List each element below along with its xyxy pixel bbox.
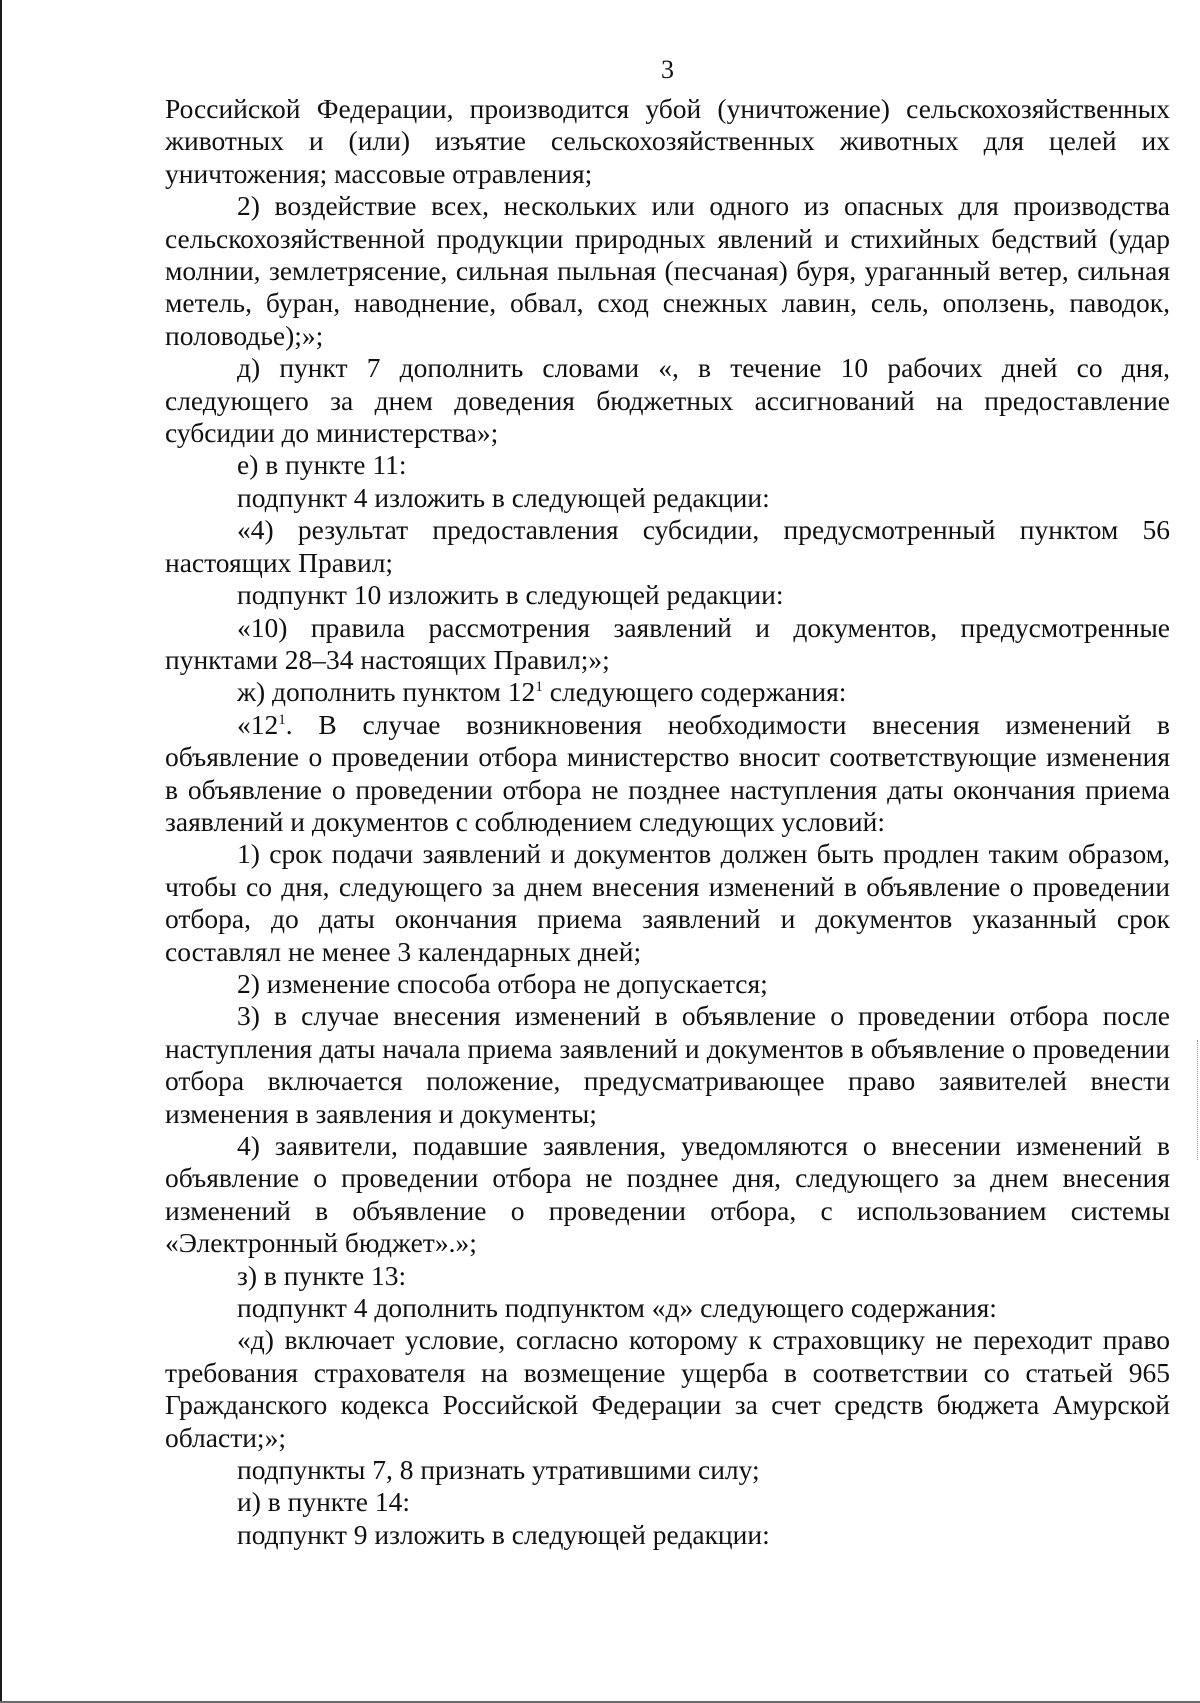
superscript: 1 (278, 711, 286, 728)
paragraph-subitem-4-text: «4) результат предоставления субсидии, предусмотренный пунктом 56 настоящих Правил; (165, 514, 1170, 578)
page-number: 3 (661, 55, 674, 84)
paragraph-subitem-d-text: «д) включает условие, согласно которому к страховщику не переходит право требования страхователя на возмещение ущерба в соответствии со статьей 965 Гражданского кодекса Российской Федерации за счет средств бюджета Амурской области;»; (165, 1324, 1170, 1453)
document-body (165, 93, 1170, 1551)
paragraph-item-e: е) в пункте 11: (237, 449, 407, 481)
paragraph-natural-hazards: 2) воздействие всех, нескольких или одного из опасных для производства сельскохозяйственной продукции природных явлений и стихийных бедствий (удар молнии, землетрясение, сильная пыльная (песчаная) буря, ураганный ветер, сильная метель, буран, наводнение, обвал, сход снежных лавин, сель, оползень, паводок, половодье);»; (165, 190, 1170, 351)
paragraph-condition-4: 4) заявители, подавшие заявления, уведомляются о внесении изменений в объявление о проведении отбора не позднее дня, следующего за днем внесения изменений в объявление о проведении отбора, с использованием системы «Электронный бюджет».»; (165, 1130, 1170, 1259)
paragraph-condition-2: 2) изменение способа отбора не допускается; (237, 967, 768, 999)
paragraph-subitem-4-edit: подпункт 4 изложить в следующей редакции: (237, 481, 770, 513)
paragraph-item-zh (165, 676, 1170, 708)
text-run: следующего содержания: (542, 676, 847, 708)
paragraph-subitem-10-text: «10) правила рассмотрения заявлений и документов, предусмотренные пунктами 28–34 настоящих Правил;»; (165, 611, 1170, 675)
text-run: «12 (237, 708, 279, 740)
paragraph-item-i: и) в пункте 14: (237, 1486, 411, 1518)
paragraph-item-d: д) пункт 7 дополнить словами «, в течение 10 рабочих дней со дня, следующего за днем доведения бюджетных ассигнований на предоставление субсидии до министерства»; (165, 352, 1170, 449)
paragraph-subitem-4-add: подпункт 4 дополнить подпунктом «д» следующего содержания: (237, 1292, 997, 1324)
superscript: 1 (535, 679, 543, 696)
paragraph-condition-3: 3) в случае внесения изменений в объявление о проведении отбора после наступления даты начала приема заявлений и документов в объявление о проведении отбора включается положение, предусматривающее право заявителей внести изменения в заявления и документы; (165, 1000, 1170, 1129)
paragraph-point-12-1 (165, 709, 1170, 839)
text-run: ж) дополнить пунктом 12 (237, 676, 536, 708)
text-run: . В случае возникновения необходимости внесения изменений в объявление о проведении отбора министерство вносит соответствующие изменения в объявление о проведении отбора не позднее наступления даты окончания приема заявлений и документов с соблюдением следующих условий: (165, 708, 1170, 837)
paragraph-item-z: з) в пункте 13: (237, 1259, 407, 1291)
paragraph-condition-1: 1) срок подачи заявлений и документов должен быть продлен таким образом, чтобы со дня, следующего за днем внесения изменений в объявление о проведении отбора, до даты окончания приема заявлений и документов указанный срок составлял не менее 3 календарных дней; (165, 838, 1170, 967)
paragraph-subitems-7-8: подпункты 7, 8 признать утратившими силу; (237, 1454, 760, 1486)
paragraph-subitem-10-edit: подпункт 10 изложить в следующей редакции: (237, 579, 784, 611)
scan-margin-marks (1196, 1040, 1198, 1160)
scan-left-border (0, 0, 2, 1703)
paragraph-subitem-9-edit: подпункт 9 изложить в следующей редакции: (237, 1518, 770, 1550)
paragraph-continuation: Российской Федерации, производится убой (уничтожение) сельскохозяйственных животных и (или) изъятие сельскохозяйственных животных для целей их уничтожения; массовые отравления; (165, 93, 1170, 189)
